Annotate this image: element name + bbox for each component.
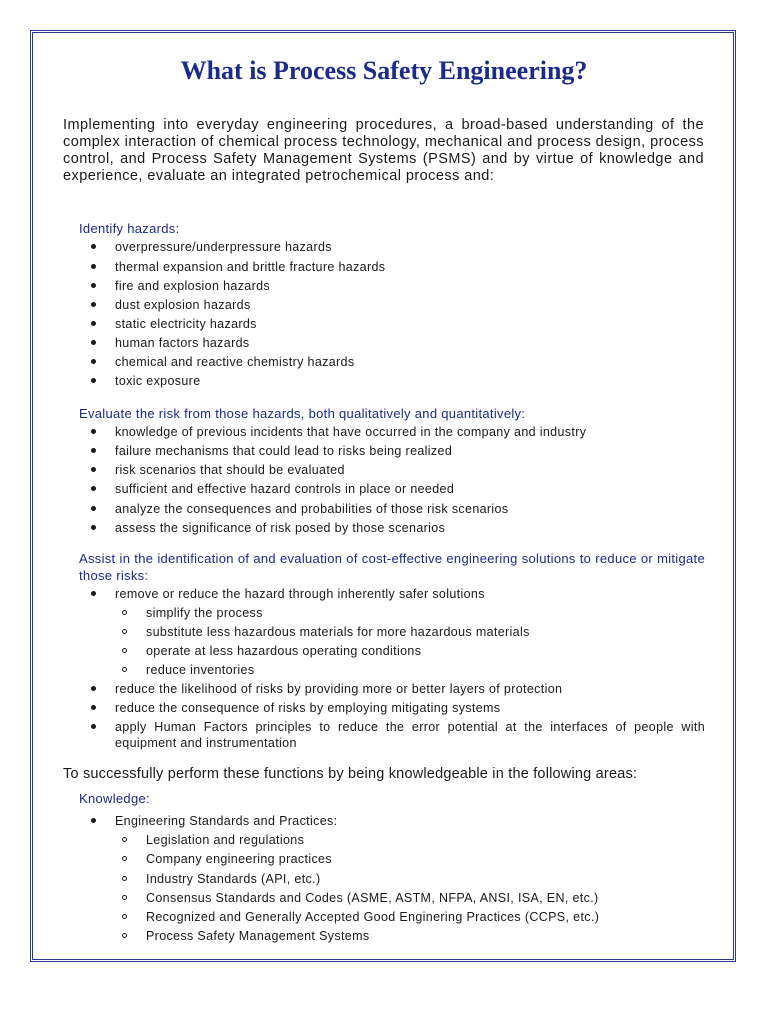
list-item: chemical and reactive chemistry hazards — [115, 355, 355, 369]
bullet-icon — [91, 278, 99, 286]
list-item: remove or reduce the hazard through inherently safer solutions — [115, 587, 485, 601]
circle-bullet-icon — [122, 643, 130, 651]
list-item: analyze the consequences and probabilities of those risk scenarios — [115, 502, 509, 516]
sub-list-item: reduce inventories — [146, 663, 255, 677]
list-item: Engineering Standards and Practices: — [115, 814, 338, 828]
bullet-icon — [91, 481, 99, 489]
circle-bullet-icon — [122, 909, 130, 917]
circle-bullet-icon — [122, 928, 130, 936]
bullet-icon — [91, 462, 99, 470]
list-item: apply Human Factors principles to reduce the error potential at the interfaces of people with equipment and instrumentation — [115, 720, 705, 750]
bullet-icon — [91, 335, 99, 343]
sub-list-item: operate at less hazardous operating conditions — [146, 644, 422, 658]
bullet-icon — [91, 700, 99, 708]
bullet-icon — [91, 259, 99, 267]
sub-list-item: substitute less hazardous materials for more hazardous materials — [146, 625, 530, 639]
circle-bullet-icon — [122, 890, 130, 898]
sub-list-item: Process Safety Management Systems — [146, 929, 370, 943]
list-item: risk scenarios that should be evaluated — [115, 463, 345, 477]
functions-paragraph: To successfully perform these functions by being knowledgeable in the following areas: — [63, 766, 638, 782]
page-title: What is Process Safety Engineering? — [180, 56, 588, 85]
circle-bullet-icon — [122, 851, 130, 859]
list-item: reduce the consequence of risks by employing mitigating systems — [115, 701, 501, 715]
list-item: reduce the likelihood of risks by providing more or better layers of protection — [115, 682, 563, 696]
bullet-icon — [91, 586, 99, 594]
list-item: dust explosion hazards — [115, 298, 251, 312]
list-item: failure mechanisms that could lead to risks being realized — [115, 444, 453, 458]
circle-bullet-icon — [122, 871, 130, 879]
bullet-icon — [91, 813, 99, 821]
list-item: human factors hazards — [115, 336, 250, 350]
list-item: overpressure/underpressure hazards — [115, 240, 332, 254]
intro-paragraph: Implementing into everyday engineering procedures, a broad-based understanding of the complex interaction of chemical process technology, mechanical and process design, process control, and Process Safety Management Systems (PSMS) and by virtue of knowledge and experience, evaluate an integrated petrochemical process and: — [63, 117, 704, 184]
bullet-icon — [91, 719, 99, 727]
list-item: sufficient and effective hazard controls in place or needed — [115, 482, 455, 496]
identify-hazards-heading: Identify hazards: — [79, 221, 180, 236]
bullet-icon — [91, 424, 99, 432]
bullet-icon — [91, 373, 99, 381]
sub-list-item: simplify the process — [146, 606, 263, 620]
list-item: assess the significance of risk posed by those scenarios — [115, 521, 446, 535]
circle-bullet-icon — [122, 624, 130, 632]
sub-list-item: Company engineering practices — [146, 852, 332, 866]
sub-list-item: Industry Standards (API, etc.) — [146, 872, 321, 886]
bullet-icon — [91, 297, 99, 305]
circle-bullet-icon — [122, 662, 130, 670]
list-item: toxic exposure — [115, 374, 201, 388]
bullet-icon — [91, 501, 99, 509]
list-item: static electricity hazards — [115, 317, 257, 331]
circle-bullet-icon — [122, 605, 130, 613]
bullet-icon — [91, 239, 99, 247]
bullet-icon — [91, 681, 99, 689]
assist-solutions-heading: Assist in the identification of and evaluation of cost-effective engineering solutions to reduce or mitigate those risks: — [79, 551, 705, 583]
list-item: fire and explosion hazards — [115, 279, 271, 293]
evaluate-risk-heading: Evaluate the risk from those hazards, both qualitatively and quantitatively: — [79, 406, 526, 421]
knowledge-heading: Knowledge: — [79, 791, 150, 806]
bullet-icon — [91, 443, 99, 451]
list-item: thermal expansion and brittle fracture hazards — [115, 260, 386, 274]
list-item: knowledge of previous incidents that have occurred in the company and industry — [115, 425, 587, 439]
bullet-icon — [91, 520, 99, 528]
bullet-icon — [91, 316, 99, 324]
sub-list-item: Recognized and Generally Accepted Good Enginering Practices (CCPS, etc.) — [146, 910, 600, 924]
sub-list-item: Legislation and regulations — [146, 833, 305, 847]
bullet-icon — [91, 354, 99, 362]
sub-list-item: Consensus Standards and Codes (ASME, ASTM, NFPA, ANSI, ISA, EN, etc.) — [146, 891, 599, 905]
circle-bullet-icon — [122, 832, 130, 840]
